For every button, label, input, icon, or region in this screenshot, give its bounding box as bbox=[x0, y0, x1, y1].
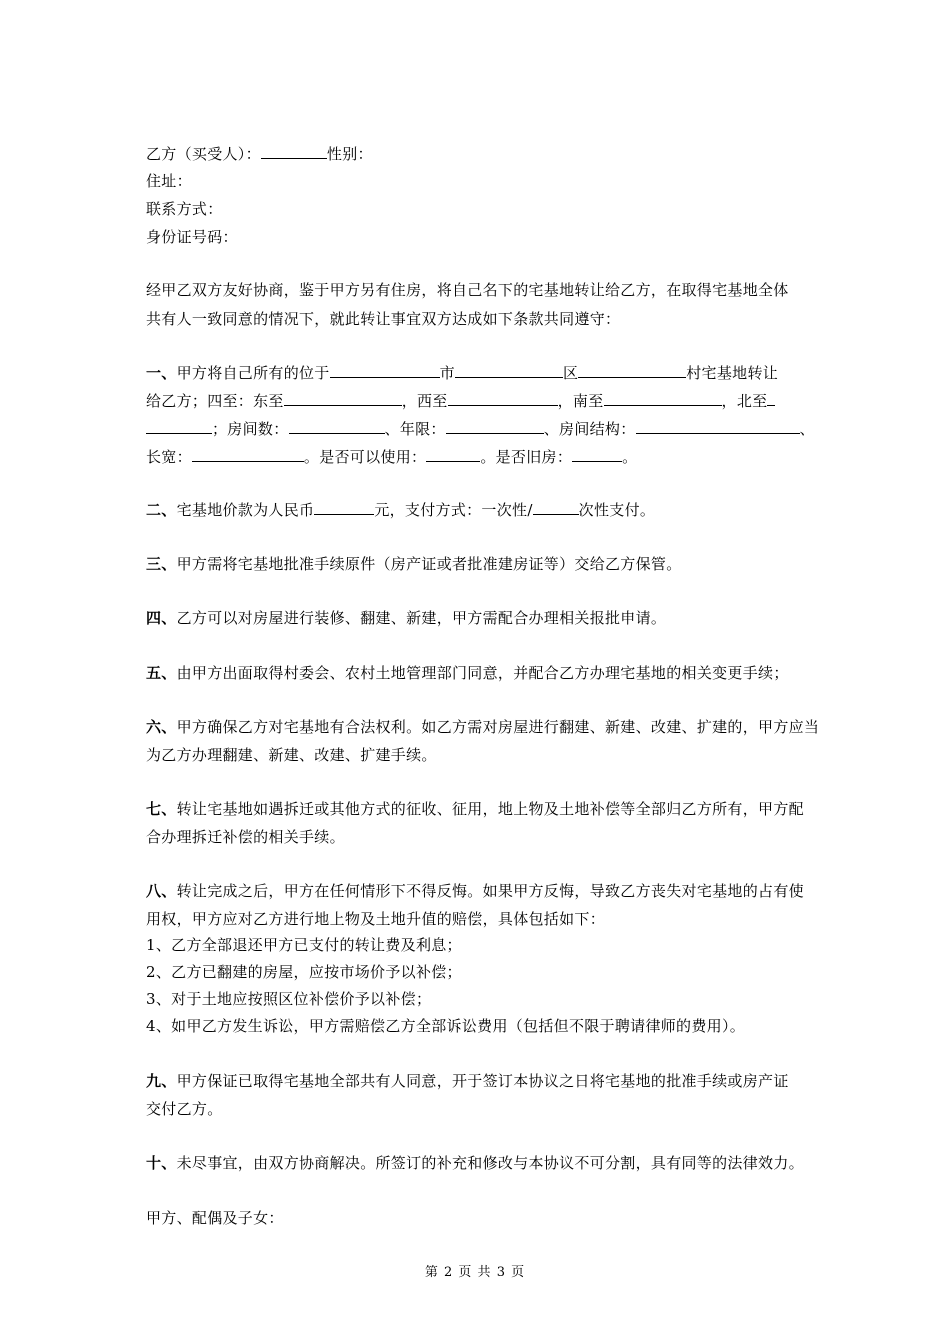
clause-4 bbox=[146, 608, 816, 628]
clause-7-text-1: 转让宅基地如遇拆迁或其他方式的征收、征用，地上物及土地补偿等全部归乙方所有，甲方配 bbox=[176, 800, 804, 818]
clause-8-item: 2、乙方已翻建的房屋，应按市场价予以补偿； bbox=[146, 963, 462, 981]
party-b-gender-label: 性别： bbox=[326, 145, 373, 163]
clause-6-line-2: 为乙方办理翻建、新建、改建、扩建手续。 bbox=[146, 746, 437, 764]
clause-1-village: 村宅基地转让 bbox=[686, 364, 779, 382]
blank-north bbox=[146, 418, 212, 434]
clause-10-text: 未尽事宜，由双方协商解决。所签订的补充和修改与本协议不可分割，具有同等的法律效力。 bbox=[176, 1154, 804, 1172]
party-b-contact: 联系方式： bbox=[146, 200, 223, 218]
clause-1-line-1 bbox=[146, 362, 816, 383]
clause-2-text-c: 次性支付。 bbox=[578, 501, 656, 519]
clause-1-district: 区 bbox=[562, 364, 579, 382]
intro-line-1: 经甲乙双方友好协商，鉴于甲方另有住房，将自己名下的宅基地转让给乙方，在取得宅基地全体 bbox=[146, 281, 789, 299]
clause-1-rooms: ；房间数： bbox=[212, 420, 289, 438]
clause-3 bbox=[146, 554, 816, 574]
blank-city bbox=[330, 362, 440, 378]
clause-5-text: 由甲方出面取得村委会、农村土地管理部门同意，并配合乙方办理宅基地的相关变更手续； bbox=[176, 664, 789, 682]
blank-rooms bbox=[289, 418, 385, 434]
clause-4-text: 乙方可以对房屋进行装修、翻建、新建，甲方需配合办理相关报批申请。 bbox=[176, 609, 667, 627]
clause-1-line-3 bbox=[146, 418, 816, 439]
blank-name bbox=[261, 143, 327, 159]
party-b-address: 住址： bbox=[146, 172, 192, 190]
blank-west bbox=[448, 390, 558, 406]
clause-1-south: ，南至 bbox=[557, 392, 604, 410]
clause-8-text-1: 转让完成之后，甲方在任何情形下不得反悔。如果甲方反悔，导致乙方丧失对宅基地的占有使 bbox=[176, 882, 804, 900]
blank-south bbox=[604, 390, 722, 406]
clause-8-item: 3、对于土地应按照区位补偿价予以补偿； bbox=[146, 990, 432, 1008]
intro-line-2: 共有人一致同意的情况下，就此转让事宜双方达成如下条款共同遵守： bbox=[146, 310, 621, 328]
clause-8-line-2: 用权，甲方应对乙方进行地上物及土地升值的赔偿，具体包括如下： bbox=[146, 910, 606, 928]
blank-usable bbox=[426, 446, 480, 462]
blank-size bbox=[192, 446, 304, 462]
clause-8-number: 八、 bbox=[146, 882, 177, 900]
clause-5 bbox=[146, 663, 816, 683]
party-b-name-line bbox=[146, 143, 816, 164]
clause-10 bbox=[146, 1153, 816, 1173]
clause-9-line-1 bbox=[146, 1071, 816, 1091]
blank-years bbox=[446, 418, 544, 434]
party-b-name-label: 乙方（买受人）： bbox=[146, 145, 261, 163]
page-footer: 第 2 页 共 3 页 bbox=[424, 1265, 526, 1280]
clause-1-west: ，西至 bbox=[401, 392, 448, 410]
clause-9-number: 九、 bbox=[146, 1072, 177, 1090]
clause-7-line-1 bbox=[146, 799, 816, 819]
clause-1-structure: 、房间结构： bbox=[543, 420, 636, 438]
clause-9-text-1: 甲方保证已取得宅基地全部共有人同意，开于签订本协议之日将宅基地的批准手续或房产证 bbox=[176, 1072, 789, 1090]
clause-6-text-1: 甲方确保乙方对宅基地有合法权利。如乙方需对房屋进行翻建、新建、改建、扩建的，甲方应当 bbox=[176, 718, 820, 736]
blank-east bbox=[284, 390, 402, 406]
clause-1-number: 一、 bbox=[146, 364, 177, 382]
clause-1-end-mark: 、 bbox=[799, 420, 815, 438]
clause-8-item: 1、乙方全部退还甲方已支付的转让费及利息； bbox=[146, 936, 462, 954]
clause-9-line-2: 交付乙方。 bbox=[146, 1100, 223, 1118]
clause-3-number: 三、 bbox=[146, 555, 177, 573]
clause-1-city: 市 bbox=[439, 364, 455, 382]
clause-1-usable: 。是否可以使用： bbox=[303, 448, 427, 466]
clause-1-old: 。是否旧房： bbox=[480, 448, 573, 466]
clause-2-text-b: 元，支付方式：一次性/ bbox=[374, 501, 533, 519]
clause-6-number: 六、 bbox=[146, 718, 177, 736]
clause-4-number: 四、 bbox=[146, 609, 177, 627]
clause-1-text-b: 给乙方；四至：东至 bbox=[146, 392, 284, 410]
blank-district bbox=[455, 362, 563, 378]
clause-2-text-a: 宅基地价款为人民币 bbox=[176, 501, 315, 519]
clause-7-number: 七、 bbox=[146, 800, 177, 818]
clause-2-number: 二、 bbox=[146, 501, 177, 519]
blank-village bbox=[578, 362, 686, 378]
clause-1-size: 长宽： bbox=[146, 448, 192, 466]
clause-8-line-1 bbox=[146, 881, 816, 901]
clause-7-line-2: 合办理拆迁补偿的相关手续。 bbox=[146, 828, 345, 846]
clause-2 bbox=[146, 499, 816, 520]
blank-price bbox=[314, 499, 374, 515]
clause-1-line-4 bbox=[146, 446, 816, 467]
party-b-id: 身份证号码： bbox=[146, 228, 238, 246]
clause-1-years: 、年限： bbox=[384, 420, 446, 438]
clause-8-item: 4、如甲乙方发生诉讼，甲方需赔偿乙方全部诉讼费用（包括但不限于聘请律师的费用）。 bbox=[146, 1017, 746, 1035]
blank-old bbox=[572, 446, 622, 462]
party-a-signature-label: 甲方、配偶及子女： bbox=[146, 1209, 284, 1227]
clause-1-north: ，北至 bbox=[721, 392, 768, 410]
clause-6-line-1 bbox=[146, 717, 820, 737]
clause-1-period: 。 bbox=[622, 448, 638, 466]
clause-5-number: 五、 bbox=[146, 664, 177, 682]
blank-north-start bbox=[767, 390, 775, 406]
clause-1-line-2 bbox=[146, 390, 816, 411]
clause-1-text-a: 甲方将自己所有的位于 bbox=[176, 364, 330, 382]
clause-3-text: 甲方需将宅基地批准手续原件（房产证或者批准建房证等）交给乙方保管。 bbox=[176, 555, 682, 573]
blank-installments bbox=[533, 499, 579, 515]
blank-structure bbox=[636, 418, 800, 434]
clause-10-number: 十、 bbox=[146, 1154, 177, 1172]
